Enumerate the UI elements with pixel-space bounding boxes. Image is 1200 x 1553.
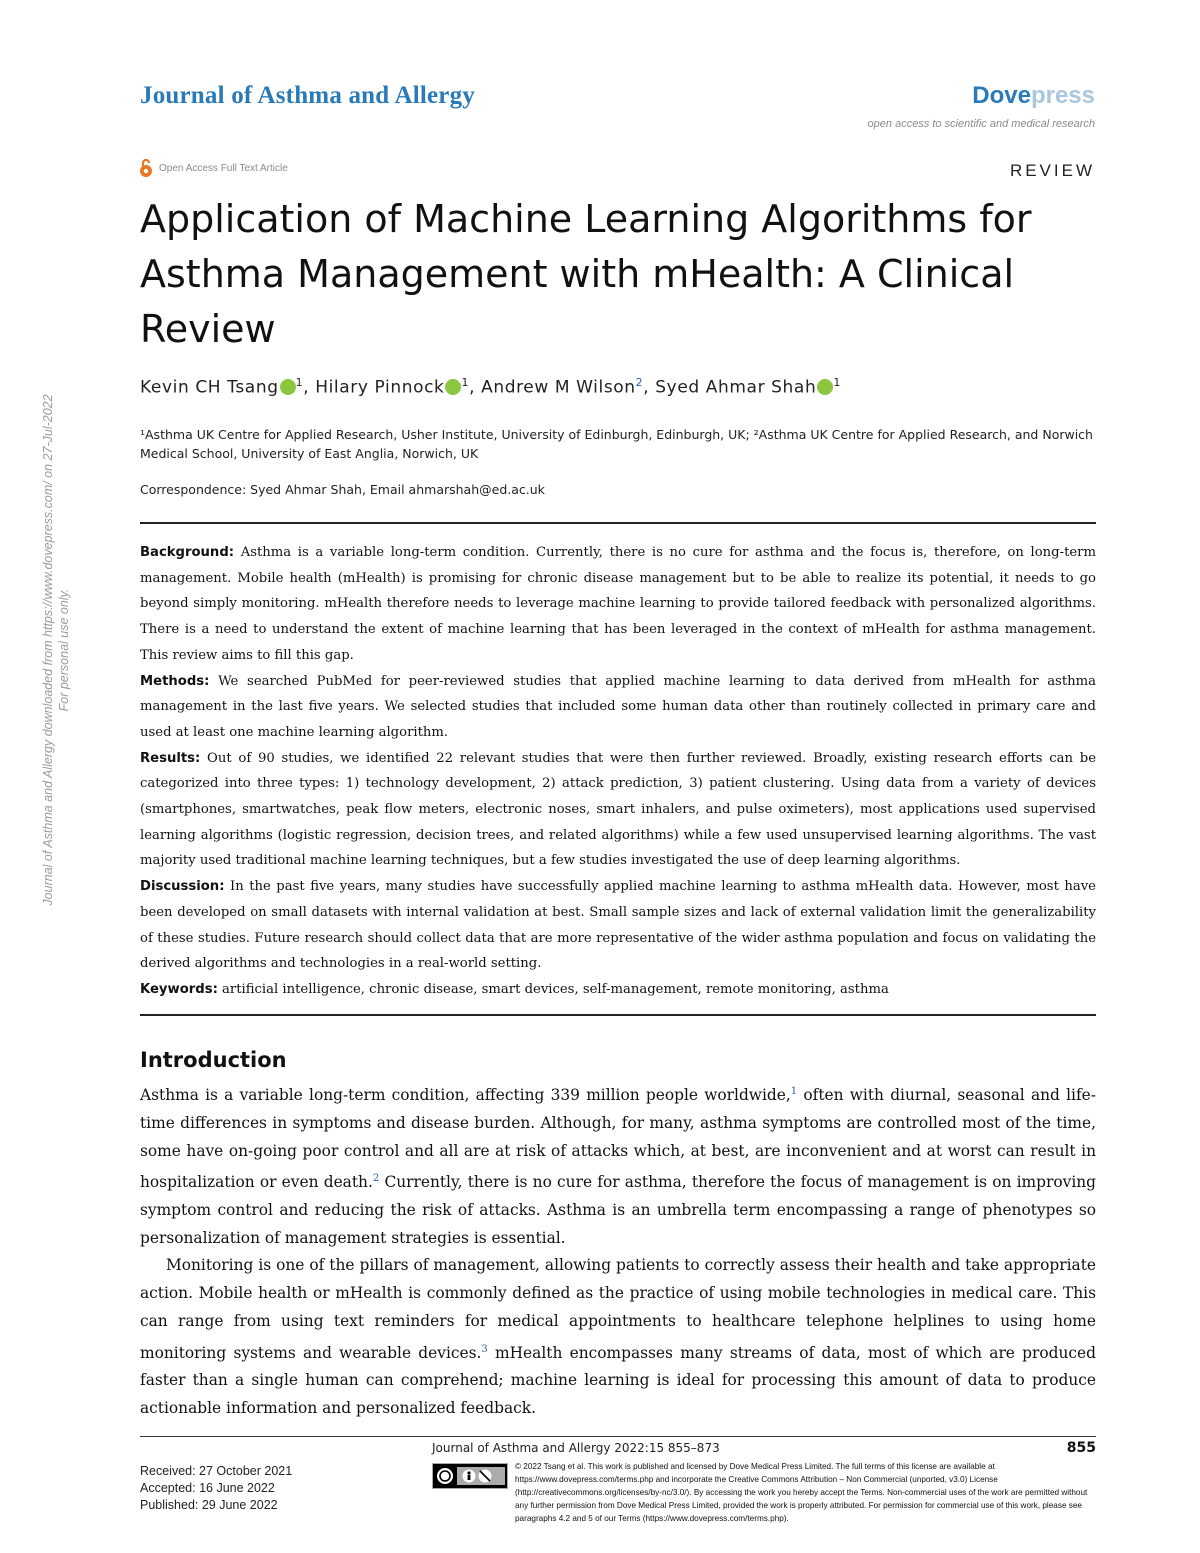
abstract-top-rule [140, 522, 1096, 524]
page-number: 855 [1066, 1440, 1096, 1456]
article-type: REVIEW [1009, 161, 1095, 180]
creative-commons-icon[interactable] [432, 1463, 508, 1489]
author-list: Kevin CH Tsang $^1$, Hilary Pinnock $^1$, Andrew M Wilson$^2$, Syed Ahmar Shah $^1$ [140, 376, 841, 398]
abstract-methods [140, 669, 1096, 746]
correspondence: Correspondence: Syed Ahmar Shah, Email ahmarshah@ed.ac.uk [140, 482, 545, 497]
abstract-background [140, 540, 1096, 669]
license-text: © 2022 Tsang et al. This work is published and licensed by Dove Medical Press Limited. The full terms of this license are available at https://www.dovepress.com/terms.php and incorporate the Creative Commons Attribution – Non Commercial (unported, v3.0) License (http://creativecommons.org/licenses/by-nc/3.0/). By accessing the work you hereby accept the Terms. Non-commercial uses of the work are permitted without any further permission from Dove Medical Press Limited, provided the work is properly attributed. For permission for commercial use of this work, please see paragraphs 4.2 and 5 of our Terms (https://www.dovepress.com/terms.php). [515, 1462, 1088, 1523]
publication-dates [140, 1463, 292, 1514]
methods-text: We searched PubMed for peer-reviewed studies that applied machine learning to data derived from mHealth for asthma management in the last five years. We selected studies that included some human data other than routinely collected in primary care and used at least one machine learning algorithm. [140, 673, 1096, 740]
discussion-text: In the past five years, many studies have successfully applied machine learning to asthma mHealth data. However, most have been developed on small datasets with internal validation at best. Small sample sizes and lack of external validation limit the generalizability of these studies. Future research should collect data that are more representative of the wider asthma population and focus on validating the derived algorithms and technologies in a real-world setting. [140, 879, 1096, 972]
abstract-results [140, 746, 1096, 875]
download-watermark [40, 300, 72, 1000]
intro-text: mHealth encompasses many streams of data, most of which are produced faster than a single human can comprehend; machine learning is ideal for processing this amount of data to produce actionable information and personalized feedback. [140, 1343, 1096, 1418]
reference-link[interactable]: 2 [372, 1173, 380, 1185]
background-label: Background: [140, 545, 235, 560]
reference-link[interactable]: 3 [481, 1343, 488, 1355]
author-affiliation-sup: 1 [461, 376, 470, 389]
open-access-label [139, 158, 288, 178]
intro-text: often with diurnal, seasonal and life-time differences in symptoms and disease burden. Although, for many, asthma symptoms are controlled most of the time, some have on-going poor control and all are at risk of attacks which, at best, are inconvenient and at worst can result in hospitalization or even death. [140, 1086, 1096, 1192]
author-affiliation-sup: 2 [635, 376, 644, 389]
abstract-bottom-rule [140, 1014, 1096, 1016]
journal-name[interactable]: Journal of Asthma and Allergy [140, 82, 475, 109]
footer-journal-reference: Journal of Asthma and Allergy 2022:15 855–873 [432, 1441, 720, 1455]
affiliations: ¹Asthma UK Centre for Applied Research, Usher Institute, University of Edinburgh, Edinburgh, UK; ²Asthma UK Centre for Applied Research, and Norwich Medical School, University of East Anglia, Norwich, UK [140, 427, 1093, 461]
results-label: Results: [140, 750, 201, 766]
orcid-icon[interactable] [817, 379, 833, 395]
intro-paragraph-2 [140, 1252, 1096, 1422]
orcid-icon[interactable] [445, 379, 461, 395]
received-date: Received: 27 October 2021 [140, 1464, 293, 1478]
accepted-date: Accepted: 16 June 2022 [140, 1481, 275, 1495]
orcid-icon[interactable] [280, 379, 296, 395]
publisher-bold: Dove [972, 82, 1031, 109]
methods-label: Methods: [140, 673, 210, 689]
keywords-label: Keywords: [140, 981, 218, 997]
abstract [140, 540, 1096, 1003]
introduction-body [140, 1078, 1096, 1423]
watermark-line-1: Journal of Asthma and Allergy downloaded from https://www.dovepress.com/ on 27-Jul-2022 [41, 394, 55, 906]
watermark-line-2: For personal use only. [57, 588, 71, 712]
reference-link[interactable]: 1 [790, 1086, 798, 1097]
author-name[interactable]: Syed Ahmar Shah [655, 377, 817, 398]
author-affiliation-sup: 1 [833, 376, 841, 389]
open-access-icon [139, 158, 153, 178]
article-title: Application of Machine Learning Algorithms for Asthma Management with mHealth: A Clinical Review [140, 197, 1032, 351]
author-name[interactable]: Kevin CH Tsang [140, 377, 279, 398]
footer-rule [140, 1436, 1096, 1437]
abstract-keywords [140, 977, 1096, 1003]
discussion-label: Discussion: [140, 879, 225, 895]
intro-text: Asthma is a variable long-term condition, affecting 339 million people worldwide, [140, 1086, 791, 1105]
author-name[interactable]: Hilary Pinnock [315, 377, 445, 398]
published-date: Published: 29 June 2022 [140, 1498, 278, 1512]
publisher-light: press [1030, 82, 1095, 109]
section-heading-introduction: Introduction [140, 1048, 287, 1072]
results-text: Out of 90 studies, we identified 22 relevant studies that were then further reviewed. Broadly, existing research efforts can be categorized into three types: 1) technology development, 2) attack prediction, 3) patient clustering. Using data from a variety of devices (smartphones, smartwatches, peak flow meters, electronic noses, smart inhalers, and pulse oximeters), most applications used supervised learning algorithms (logistic regression, decision trees, and related algorithms) while a few used unsupervised learning algorithms. The vast majority used traditional machine learning techniques, but a few studies investigated the use of deep learning algorithms. [140, 750, 1096, 869]
publisher-tagline: open access to scientific and medical research [867, 118, 1095, 130]
author-name[interactable]: Andrew M Wilson [481, 377, 636, 398]
intro-text: Currently, there is no cure for asthma, therefore the focus of management is on improving symptom control and reducing the risk of attacks. Asthma is an umbrella term encompassing a range of phenotypes so personalization of management strategies is essential. [140, 1173, 1097, 1247]
publisher-logo[interactable] [972, 82, 1095, 110]
intro-text: Monitoring is one of the pillars of management, allowing patients to correctly assess their health and take appropriate action. Mobile health or mHealth is commonly defined as the practice of using mobile technologies in medical care. This can range from using text reminders for medical appointments to healthcare telephone helplines to using home monitoring systems and wearable devices. [140, 1256, 1096, 1362]
background-text: Asthma is a variable long-term condition. Currently, there is no cure for asthma and the focus is, therefore, on long-term management. Mobile health (mHealth) is promising for chronic disease management but to be able to realize its potential, it needs to go beyond simply monitoring. mHealth therefore needs to leverage machine learning to provide tailored feedback with personalized algorithms. There is a need to understand the extent of machine learning that has been leveraged in the context of mHealth for asthma management. This review aims to fill this gap. [140, 545, 1096, 663]
intro-paragraph-1 [140, 1078, 1096, 1252]
open-access-text: Open Access Full Text Article [159, 162, 288, 174]
abstract-discussion [140, 874, 1096, 977]
author-affiliation-sup: 1 [295, 376, 304, 389]
keywords-text: artificial intelligence, chronic disease, smart devices, self-management, remote monitoring, asthma [222, 981, 889, 997]
